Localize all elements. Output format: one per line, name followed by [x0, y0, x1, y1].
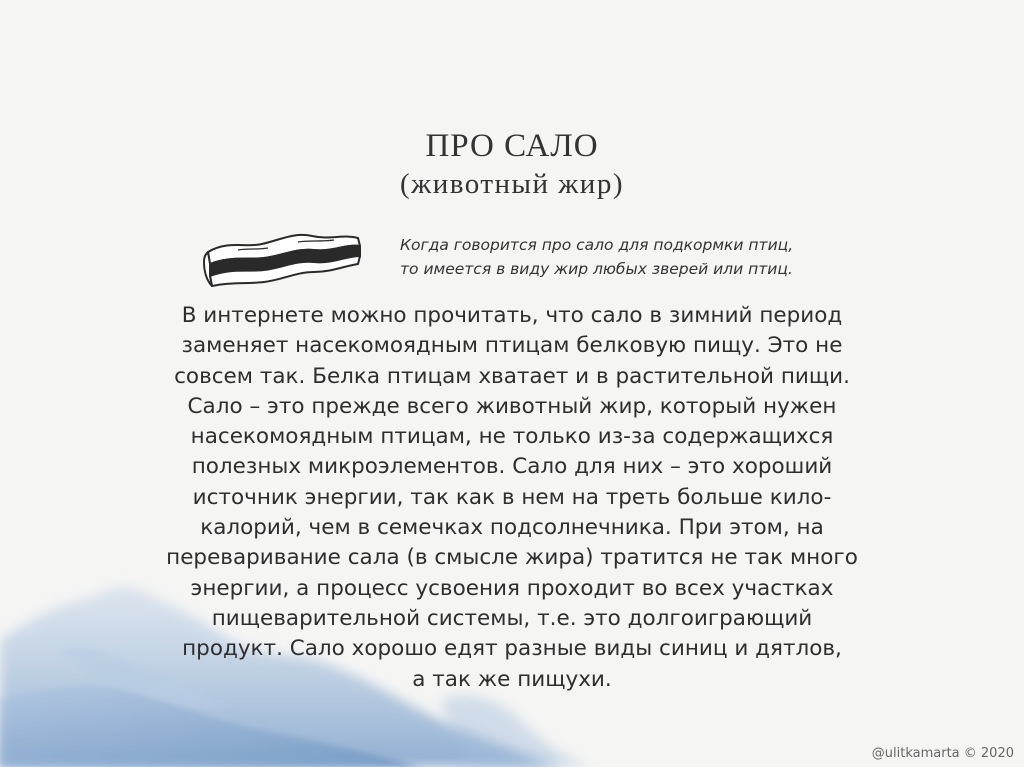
- bacon-strip-icon: [198, 226, 364, 288]
- note-line: Когда говорится про сало для подкормки птиц,: [400, 236, 794, 254]
- body-line: калорий, чем в семечках подсолнечника. При этом, на: [200, 515, 824, 541]
- body-line: В интернете можно прочитать, что сало в зимний период: [181, 303, 843, 328]
- copyright-notice: @ulitkamarta © 2020: [871, 746, 1014, 761]
- body-line: энергии, а процесс усвоения проходит во всех участках: [190, 575, 834, 601]
- page-title: ПРО САЛО: [425, 128, 599, 164]
- intro-note: [400, 233, 920, 281]
- body-line: насекомоядным птицам, не только из-за содержащихся: [190, 424, 834, 450]
- body-line: Сало – это прежде всего животный жир, который нужен: [187, 393, 837, 419]
- body-line: полезных микроэлементов. Сало для них – это хороший: [191, 454, 833, 480]
- body-line: совсем так. Белка птицам хватает и в растительной пищи.: [174, 363, 850, 389]
- body-line: пищеварительной системы, т.е. это долгоиграющий: [211, 605, 813, 631]
- body-line: заменяет насекомоядным птицам белковую пищу. Это не: [181, 333, 843, 359]
- body-line: а так же пищухи.: [412, 666, 612, 692]
- note-line: то имеется в виду жир любых зверей или птиц.: [400, 260, 793, 278]
- page-subtitle: (животный жир): [400, 168, 624, 200]
- body-paragraph: [60, 301, 964, 695]
- body-line: продукт. Сало хорошо едят разные виды синиц и дятлов,: [182, 636, 842, 662]
- body-line: переваривание сала (в смысле жира) тратится не так много: [166, 545, 858, 571]
- body-line: источник энергии, так как в нем на треть больше кило-: [192, 484, 832, 510]
